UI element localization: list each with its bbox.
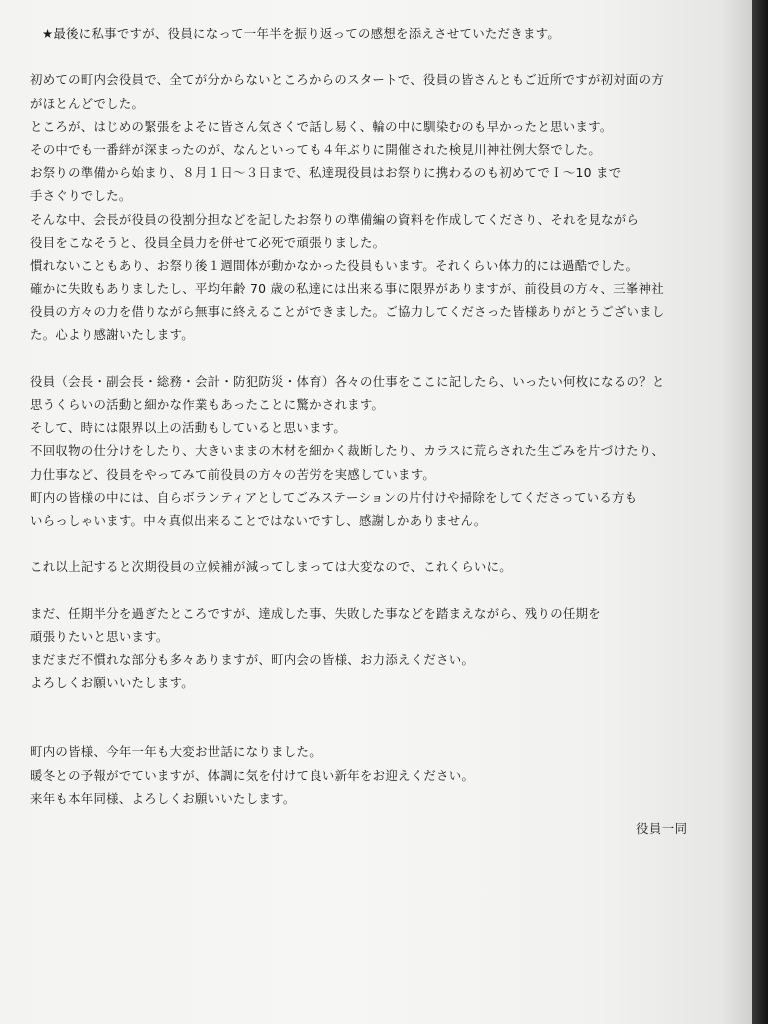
letter-heading: ★最後に私事ですが、役員になって一年半を振り返っての感想を添えさせていただきます。 [42,26,561,41]
paragraph-festival [30,68,730,346]
text-line: お祭りの準備から始まり、８月１日～３日まで、私達現役員はお祭りに携わるのも初めてでＩ～10 まで [30,165,622,181]
text-line: まだまだ不慣れな部分も多々ありますが、町内会の皆様、お力添えください。 [30,652,475,668]
paragraph-gap [30,347,730,370]
text-line: そんな中、会長が役員の役割分担などを記したお祭りの準備編の資料を作成してくださり、それを見ながら [30,211,640,227]
text-line: 確かに失敗もありましたし、平均年齢 70 歳の私達には出来る事に限界がありますが、前役員の方々、三峯神社 [30,281,664,297]
paragraph-gap [30,694,730,740]
signature: 役員一同 [636,821,688,836]
text-line: 思うくらいの活動と細かな作業もあったことに驚かされます。 [30,397,385,412]
background-shadow [752,0,768,1024]
text-line: 慣れないこともあり、お祭り後１週間体が動かなかった役員もいます。それくらい体力的には過酷でした。 [30,257,639,273]
paragraph-gap [30,45,730,68]
text-line: その中でも一番絆が深まったのが、なんといっても４年ぶりに開催された検見川神社例大祭でした。 [30,141,602,157]
text-line: 力仕事など、役員をやってみて前役員の方々の苦労を実感しています。 [30,466,436,482]
text-line: 手さぐりでした。 [30,188,132,204]
text-line: 町内の皆様、今年一年も大変お世話になりました。 [30,744,322,760]
paragraph-gap [30,579,730,602]
text-line: た。心より感謝いたします。 [30,327,194,343]
text-line: ところが、はじめの緊張をよそに皆さん気さくで話し易く、輪の中に馴染むのも早かったと思います。 [30,118,613,134]
text-line: 役員（会長・副会長・総務・会計・防犯防災・体育）各々の仕事をここに記したら、いったい何枚になるの？と [30,373,665,389]
paragraph-officer-duties [30,370,730,532]
text-line: そして、時には限界以上の活動もしていると思います。 [30,420,347,436]
paragraph-closing-remark [30,555,730,578]
text-line: 町内の皆様の中には、自らボランティアとしてごみステーションの片付けや掃除をしてくださっている方も [30,489,638,505]
text-line: がほとんどでした。 [30,95,145,111]
paragraph-new-year-greeting [30,740,730,810]
paragraph-remaining-term [30,602,730,695]
text-line: 暖冬との予報がでていますが、体調に気を付けて良い新年をお迎えください。 [30,767,475,783]
text-line: いらっしゃいます。中々真似出来ることではないですし、感謝しかありません。 [30,512,487,528]
text-line: 来年も本年同様、よろしくお願いいたします。 [30,790,296,806]
letter-body [30,22,730,810]
text-line: 役目をこなそうと、役員全員力を併せて必死で頑張りました。 [30,234,386,250]
text-line: 不回収物の仕分けをしたり、大きいままの木材を細かく裁断したり、カラスに荒らされた生ごみを片づけたり、 [30,443,665,459]
text-line: まだ、任期半分を過ぎたところですが、達成した事、失敗した事などを踏まえながら、残りの任期を [30,605,601,621]
text-line: よろしくお願いいたします。 [30,675,194,691]
text-line: 役員の方々の力を借りながら無事に終えることができました。ご協力してくださった皆様ありがとうございまし [30,304,665,320]
text-line: 頑張りたいと思います。 [30,628,169,644]
paragraph-gap [30,532,730,555]
text-line: 初めての町内会役員で、全てが分からないところからのスタートで、役員の皆さんともご近所ですが初対面の方 [30,72,665,88]
text-line: これ以上記すると次期役員の立候補が減ってしまっては大変なので、これくらいに。 [30,559,512,575]
